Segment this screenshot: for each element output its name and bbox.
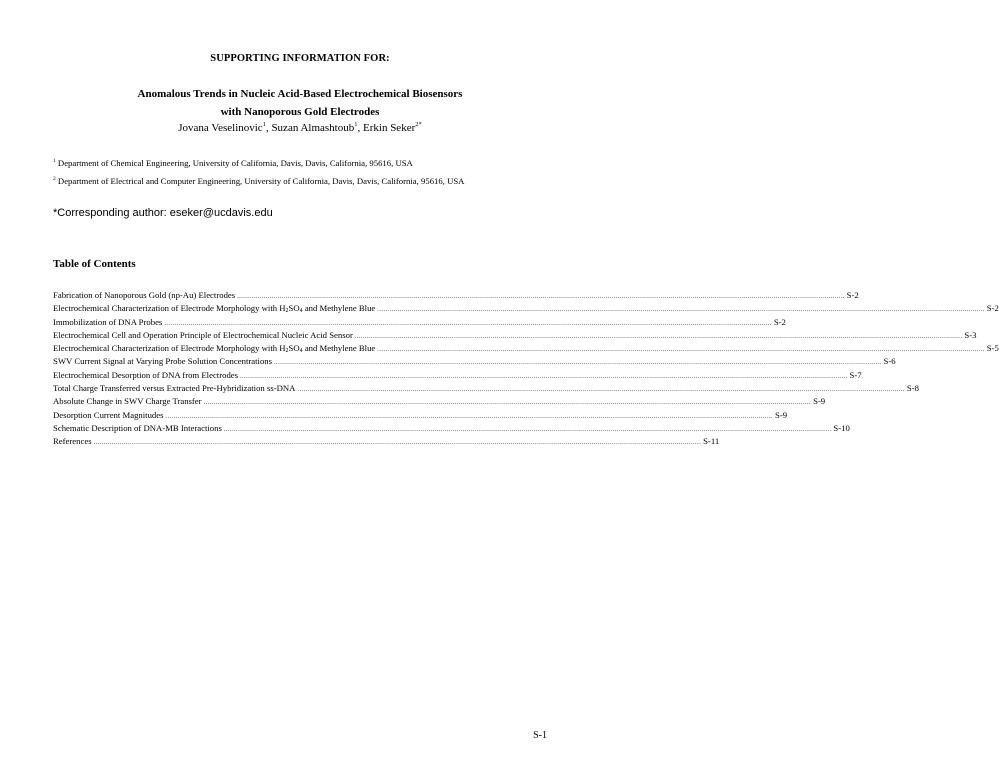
toc-entry[interactable] [53, 302, 999, 315]
toc-entry-title [53, 316, 162, 329]
toc-entry-title-text: Immobilization of DNA Probes [53, 316, 163, 327]
toc-entry-title [53, 329, 353, 342]
toc-entry-title-text: $SO_4$ and Methylene Blue [288, 343, 376, 355]
toc-entry-title-text: Desorption Current Magnitudes [53, 409, 164, 420]
toc-entry-title-text: Electrochemical Characterization of Electrode Morphology with H [53, 343, 286, 354]
toc-entry-page: S-2 [773, 316, 786, 327]
toc-entry-title-text: Schematic Description of DNA-MB Interactions [53, 422, 222, 433]
toc-entry[interactable] [53, 382, 919, 395]
toc-entry-title-text: Electrochemical Cell and Operation Principle of Electrochemical Nucleic Acid Sensor [53, 329, 353, 340]
toc-entry-title-text: References [53, 436, 92, 447]
toc-entry-title-text: Electrochemical Desorption of DNA from Electrodes [53, 369, 239, 380]
toc-dot-leader: ............................................................................................................................................................................................................................................................................................................ [237, 293, 845, 300]
toc-entry-title [53, 435, 92, 448]
toc-dot-leader: ............................................................................................................................................................................................................................................................................................................ [297, 386, 905, 394]
toc-entry-title [53, 422, 222, 435]
toc-dot-leader: ............................................................................................................................................................................................................................................................................................................ [274, 359, 882, 367]
toc-entry-title-text: Electrochemical Characterization of Electrode Morphology with H [53, 303, 286, 314]
toc-entry-page: S-11 [703, 436, 720, 447]
toc-entry-subscript: 4 [299, 348, 303, 355]
toc-entry-page: S-3 [964, 329, 977, 340]
toc-entry[interactable] [53, 435, 720, 448]
toc-entry-page: S-7 [849, 369, 862, 380]
supporting-info-heading: SUPPORTING INFORMATION FOR: [210, 53, 390, 64]
toc-entry-subscript: 4 [299, 308, 303, 315]
affiliation-2 [53, 176, 464, 186]
toc-entry-subscript: 2 [285, 308, 289, 315]
toc-entry-title-text: $SO_4$ and Methylene Blue [288, 303, 376, 315]
affiliation-text: Department of Chemical Engineering, University of California, Davis, Davis, California, 95616, USA [57, 158, 413, 168]
toc-entry-title-text: Absolute Change in SWV Charge Transfer [53, 396, 202, 407]
toc-entry-title-text: Total Charge Transferred versus Extracted Pre-Hybridization ss-DNA [53, 383, 296, 394]
author-affiliation-mark: 2* [415, 121, 422, 128]
toc-entry-page: S-5 [986, 343, 999, 354]
toc-dot-leader: ............................................................................................................................................................................................................................................................................................................ [165, 412, 774, 420]
toc-entry[interactable] [53, 395, 826, 408]
toc-entry[interactable] [53, 316, 786, 329]
author-separator: , [265, 122, 272, 134]
paper-title-line-1: Anomalous Trends in Nucleic Acid-Based Electrochemical Biosensors [137, 88, 463, 100]
toc-dot-leader: ............................................................................................................................................................................................................................................................................................................ [377, 346, 985, 354]
corresponding-author: *Corresponding author: eseker@ucdavis.edu [53, 207, 273, 219]
toc-dot-leader: ............................................................................................................................................................................................................................................................................................................ [223, 425, 832, 433]
toc-dot-leader: ............................................................................................................................................................................................................................................................................................................ [377, 306, 985, 314]
author-list [0, 122, 600, 134]
toc-dot-leader: ............................................................................................................................................................................................................................................................................................................ [93, 439, 702, 447]
author-name: Suzan Almashtoub [271, 122, 355, 134]
toc-dot-leader: ............................................................................................................................................................................................................................................................................................................ [354, 332, 963, 340]
page-number: S-1 [533, 730, 547, 741]
paper-title-line-2: with Nanoporous Gold Electrodes [220, 106, 380, 118]
author-name: Erkin Seker [363, 122, 416, 134]
toc-entry[interactable] [53, 342, 999, 355]
toc-entry-title [53, 289, 235, 302]
toc-title: Table of Contents [53, 258, 136, 270]
affiliation-text: Department of Electrical and Computer Engineering, University of California, Davis, Davis, California, 95616, USA [57, 176, 465, 186]
toc-entry-title [53, 355, 272, 368]
toc-entry[interactable] [53, 289, 859, 302]
toc-entry[interactable] [53, 355, 896, 368]
toc-entry[interactable] [53, 422, 850, 435]
toc-entry-page: S-10 [833, 422, 850, 433]
toc-entry-title [53, 302, 375, 315]
toc-entry-page: S-2 [846, 290, 859, 300]
toc-entry[interactable] [53, 369, 862, 382]
toc-dot-leader: ............................................................................................................................................................................................................................................................................................................ [240, 372, 848, 380]
toc-entry-title-text: Fabrication of Nanoporous Gold (np-Au) Electrodes [53, 290, 236, 300]
toc-entry-title [53, 369, 238, 382]
toc-entry[interactable] [53, 329, 977, 342]
affiliation-1 [53, 158, 413, 168]
toc-dot-leader: ............................................................................................................................................................................................................................................................................................................ [203, 399, 812, 407]
toc-entry-title [53, 342, 375, 355]
affiliation-number: 1 [53, 158, 56, 164]
toc-entry-page: S-6 [883, 356, 896, 367]
author-affiliation-mark: 1 [262, 121, 266, 128]
toc-entry-title [53, 382, 295, 395]
toc-entry-title [53, 409, 164, 422]
toc-entry-title [53, 395, 202, 408]
affiliation-number: 2 [53, 176, 56, 182]
toc-entry-title-text: SWV Current Signal at Varying Probe Solution Concentrations [53, 356, 273, 367]
toc-entry-page: S-8 [906, 383, 919, 394]
toc-entry-subscript: 2 [285, 348, 289, 355]
toc-entry-page: S-2 [986, 303, 999, 314]
author-separator: , [357, 122, 363, 134]
toc-dot-leader: ............................................................................................................................................................................................................................................................................................................ [164, 319, 772, 327]
toc-entry-page: S-9 [813, 396, 826, 407]
table-of-contents [53, 289, 999, 449]
toc-entry-page: S-9 [775, 409, 788, 420]
toc-entry[interactable] [53, 409, 788, 422]
author-affiliation-mark: 1 [354, 121, 358, 128]
author-name: Jovana Veselinovic [178, 122, 263, 134]
